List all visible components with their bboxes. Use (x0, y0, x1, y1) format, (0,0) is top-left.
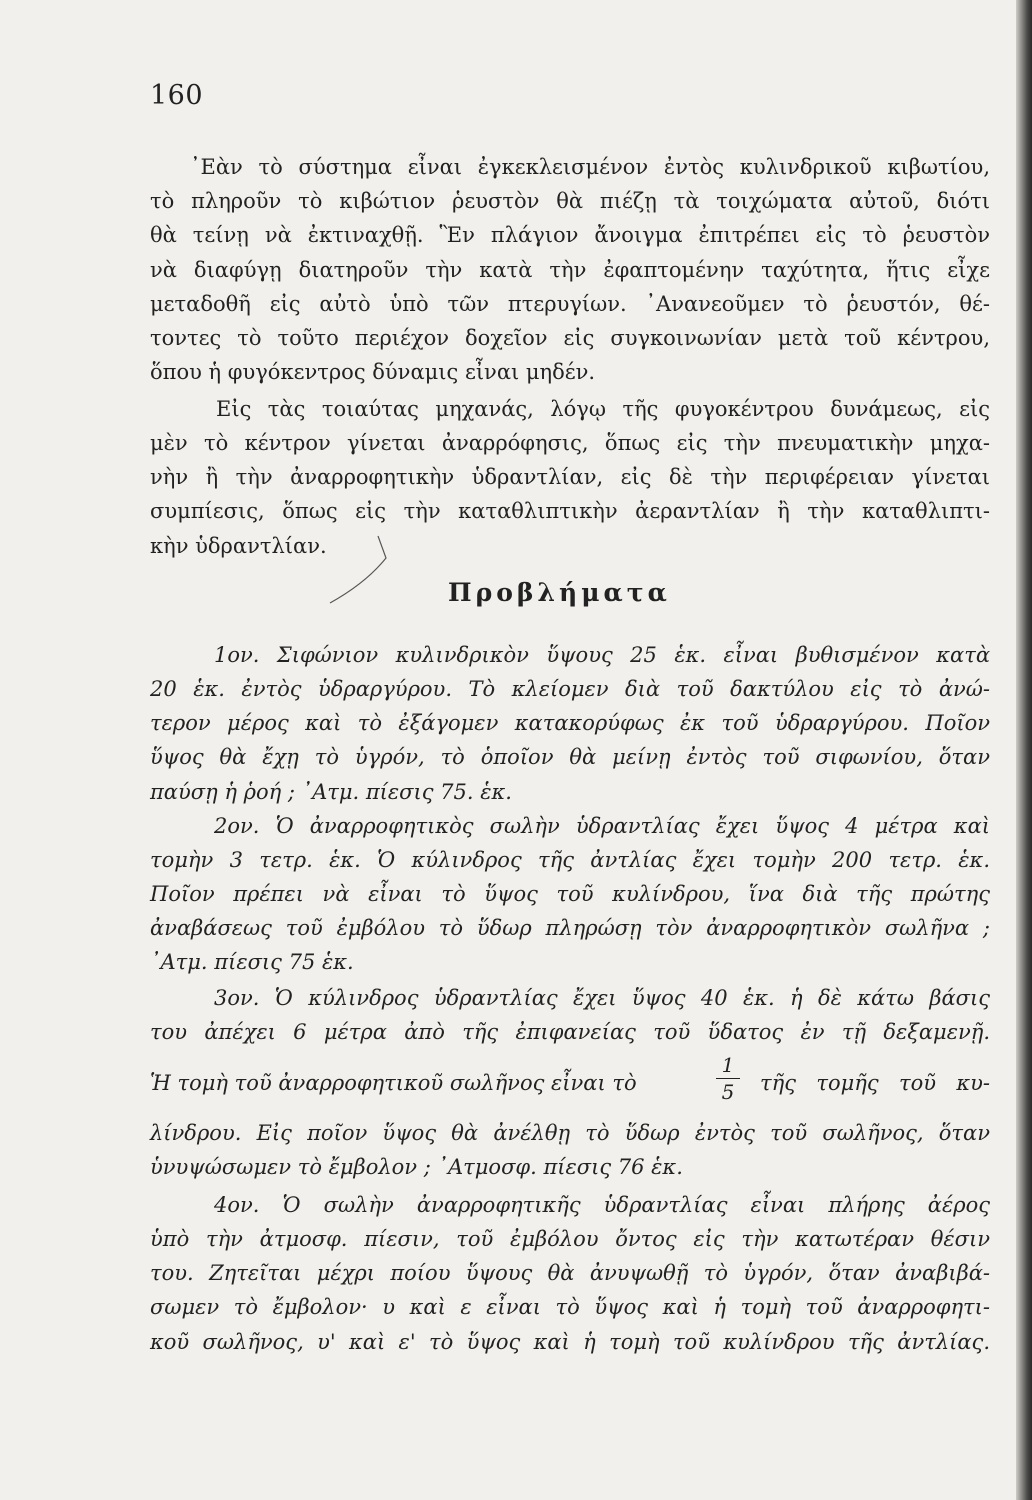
text-line: ᾿Εὰν τὸ σύστημα εἶναι ἐγκεκλεισμένον ἐντὸς κυλινδρικοῦ κιβωτίου, (190, 155, 990, 179)
text-line: Ἡ τομὴ τοῦ ἀναρροφητικοῦ σωλῆνος εἶναι τὸ (150, 1071, 637, 1095)
text-line: μεταδοθῆ εἰς αὐτὸ ὑπὸ τῶν πτερυγίων. ᾿Ανανεοῦμεν τὸ ῥευστόν, θέ- (150, 292, 990, 316)
text-line: τομὴν 3 τετρ. ἑκ. Ὁ κύλινδρος τῆς ἀντλίας ἔχει τομὴν 200 τετρ. ἑκ. (150, 848, 990, 872)
text-line: μὲν τὸ κέντρον γίνεται ἀναρρόφησις, ὅπως εἰς τὴν πνευματικὴν μηχα- (150, 431, 990, 455)
text-line: 2ον. Ὁ ἀναρροφητικὸς σωλὴν ὑδραντλίας ἔχει ὕψος 4 μέτρα καὶ (214, 814, 990, 838)
text-line: του. Ζητεῖται μέχρι ποίου ὕψους θὰ ἀνυψωθῇ τὸ ὑγρόν, ὅταν ἀναβιβά- (150, 1261, 990, 1285)
page-number: 160 (150, 80, 204, 111)
text-line: του ἀπέχει 6 μέτρα ἀπὸ τῆς ἐπιφανείας τοῦ ὕδατος ἐν τῇ δεξαμενῇ. (150, 1020, 990, 1044)
text-line: ἀναβάσεως τοῦ ἐμβόλου τὸ ὕδωρ πληρώσῃ τὸν ἀναρροφητικὸν σωλῆνα ; (150, 916, 990, 940)
fraction-one-fifth (716, 1054, 740, 1103)
text-line: 4ον. Ὁ σωλὴν ἀναρροφητικῆς ὑδραντλίας εἶναι πλήρης ἀέρος (214, 1193, 990, 1217)
text-line: τοντες τὸ τοῦτο περιέχον δοχεῖον εἰς συγκοινωνίαν μετὰ τοῦ κέντρου, (150, 326, 990, 350)
text-line: σωμεν τὸ ἔμβολον· υ καὶ ε εἶναι τὸ ὕψος καὶ ἡ τομὴ τοῦ ἀναρροφητι- (150, 1295, 990, 1319)
text-line: Ποῖον πρέπει νὰ εἶναι τὸ ὕψος τοῦ κυλίνδρου, ἵνα διὰ τῆς πρώτης (150, 882, 990, 906)
text-line: θὰ τείνῃ νὰ ἐκτιναχθῇ. Ἓν πλάγιον ἄνοιγμα ἐπιτρέπει εἰς τὸ ῥευστὸν (150, 223, 990, 247)
text-line: Εἰς τὰς τοιαύτας μηχανάς, λόγῳ τῆς φυγοκέντρου δυνάμεως, εἰς (216, 397, 990, 421)
fraction-bar (716, 1078, 740, 1079)
text-line: συμπίεσις, ὅπως εἰς τὴν καταθλιπτικὴν ἀεραντλίαν ἢ τὴν καταθλιπτι- (150, 499, 990, 523)
text-line: ὕψος θὰ ἔχῃ τὸ ὑγρόν, τὸ ὁποῖον θὰ μείνῃ ἐντὸς τοῦ σιφωνίου, ὅταν (150, 745, 990, 769)
text-line: 20 ἑκ. ἐντὸς ὑδραργύρου. Τὸ κλείομεν διὰ τοῦ δακτύλου εἰς τὸ ἀνώ- (150, 677, 990, 701)
text-line: νὴν ἢ τὴν ἀναρροφητικὴν ὑδραντλίαν, εἰς δὲ τὴν περιφέρειαν γίνεται (150, 465, 990, 489)
text-line: κοῦ σωλῆνος, υ' καὶ ε' τὸ ὕψος καὶ ἡ τομὴ τοῦ κυλίνδρου τῆς ἀντλίας. (150, 1330, 990, 1354)
fraction-denominator: 5 (721, 1080, 735, 1104)
text-line: 3ον. Ὁ κύλινδρος ὑδραντλίας ἔχει ὕψος 40 ἑκ. ἡ δὲ κάτω βάσις (214, 986, 990, 1010)
section-heading: Προβλήματα (448, 578, 671, 607)
text-line: παύσῃ ἡ ῥοή ; ᾿Ατμ. πίεσις 75. ἑκ. (150, 780, 512, 804)
text-line: ὅπου ἡ φυγόκεντρος δύναμις εἶναι μηδέν. (150, 360, 596, 384)
page-edge-shadow (1016, 0, 1032, 1500)
pencil-mark (326, 528, 396, 608)
text-line: τῆς τομῆς τοῦ κυ- (760, 1071, 990, 1095)
text-line: νὰ διαφύγῃ διατηροῦν τὴν κατὰ τὴν ἐφαπτομένην ταχύτητα, ἥτις εἶχε (150, 258, 990, 282)
text-line: λίνδρου. Εἰς ποῖον ὕψος θὰ ἀνέλθῃ τὸ ὕδωρ ἐντὸς τοῦ σωλῆνος, ὅταν (150, 1121, 990, 1145)
text-line: ᾿Ατμ. πίεσις 75 ἑκ. (150, 950, 354, 974)
fraction-numerator: 1 (721, 1053, 735, 1077)
text-line: ὑπὸ τὴν ἀτμοσφ. πίεσιν, τοῦ ἐμβόλου ὄντος εἰς τὴν κατωτέραν θέσιν (150, 1227, 990, 1251)
text-line: κὴν ὑδραντλίαν. (150, 534, 327, 558)
text-line: τὸ πληροῦν τὸ κιβώτιον ῥευστὸν θὰ πιέζῃ τὰ τοιχώματα αὐτοῦ, διότι (150, 189, 990, 213)
text-line: ὑνυψώσωμεν τὸ ἔμβολον ; ᾿Ατμοσφ. πίεσις 76 ἑκ. (150, 1155, 683, 1179)
text-line: τερον μέρος καὶ τὸ ἐξάγομεν κατακορύφως ἐκ τοῦ ὑδραργύρου. Ποῖον (150, 711, 990, 735)
text-line: 1ον. Σιφώνιον κυλινδρικὸν ὕψους 25 ἑκ. εἶναι βυθισμένον κατὰ (214, 643, 990, 667)
